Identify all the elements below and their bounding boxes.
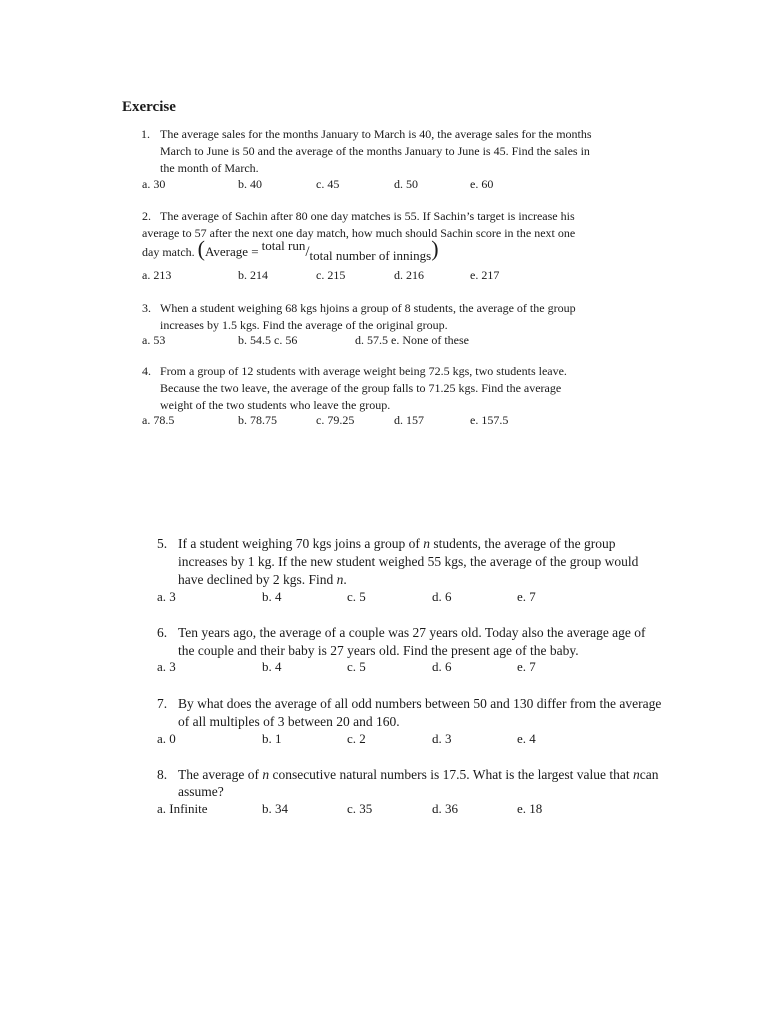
variable-n: n <box>262 767 270 782</box>
question-text-line: the month of March. <box>160 161 259 175</box>
question-text-line: From a group of 12 students with average weight being 72.5 kgs, two students leave. <box>160 364 567 378</box>
variable-n: n <box>633 767 640 782</box>
close-paren: ) <box>431 236 439 261</box>
option-b-c: b. 54.5 c. 56 <box>238 333 298 347</box>
option-a: a. Infinite <box>157 801 208 816</box>
question-text-line: have declined by 2 kgs. Find n. <box>178 572 347 587</box>
option-c: c. 5 <box>347 659 366 674</box>
exercise-heading: Exercise <box>122 99 176 115</box>
question-text-line: increases by 1 kg. If the new student weighed 55 kgs, the average of the group would <box>178 554 639 569</box>
option-e: e. 4 <box>517 731 536 746</box>
option-b: b. 214 <box>238 268 268 282</box>
option-d: d. 6 <box>432 659 452 674</box>
question-text-line: If a student weighing 70 kgs joins a group of n students, the average of the group <box>178 536 616 551</box>
question-text-line: weight of the two students who leave the group. <box>160 398 391 412</box>
option-d-e: d. 57.5 e. None of these <box>355 333 469 347</box>
formula-numerator: total run <box>261 238 306 253</box>
formula-label: Average = <box>204 244 259 259</box>
question-number: 7. <box>157 696 168 711</box>
option-d: d. 36 <box>432 801 458 816</box>
option-c: c. 35 <box>347 801 373 816</box>
option-b: b. 4 <box>262 589 282 604</box>
option-a: a. 0 <box>157 731 176 746</box>
question-text-line: average to 57 after the next one day match, how much should Sachin score in the next one <box>142 226 576 240</box>
question-text-line: March to June is 50 and the average of the months January to June is 45. Find the sales in <box>160 144 590 158</box>
question-number: 2. <box>142 209 151 223</box>
option-e: e. 217 <box>470 268 500 282</box>
question-number: 8. <box>157 767 168 782</box>
formula-denominator: total number of innings <box>309 248 432 263</box>
open-paren: ( <box>197 236 205 261</box>
option-d: d. 3 <box>432 731 452 746</box>
formula-slash: / <box>305 244 310 260</box>
option-e: e. 7 <box>517 659 536 674</box>
question-text-line: The average sales for the months January to March is 40, the average sales for the months <box>160 127 592 141</box>
option-e: e. 18 <box>517 801 543 816</box>
option-e: e. 7 <box>517 589 536 604</box>
option-b: b. 1 <box>262 731 282 746</box>
option-a: a. 30 <box>142 177 166 191</box>
option-d: d. 50 <box>394 177 418 191</box>
question-number: 6. <box>157 625 168 640</box>
question-formula-line <box>142 236 439 263</box>
question-text: day match. <box>142 245 195 259</box>
variable-n: n <box>336 572 344 587</box>
question-text-line: increases by 1.5 kgs. Find the average of the original group. <box>160 318 448 332</box>
question-text-line: By what does the average of all odd numbers between 50 and 130 differ from the average <box>178 696 662 711</box>
option-b: b. 4 <box>262 659 282 674</box>
question-number: 5. <box>157 536 168 551</box>
option-a: a. 3 <box>157 659 176 674</box>
option-e: e. 60 <box>470 177 494 191</box>
question-text-line: Ten years ago, the average of a couple was 27 years old. Today also the average age of <box>178 625 646 640</box>
option-a: a. 213 <box>142 268 172 282</box>
option-c: c. 215 <box>316 268 346 282</box>
variable-n: n <box>423 536 430 551</box>
option-b: b. 78.75 <box>238 413 277 427</box>
option-c: c. 5 <box>347 589 366 604</box>
question-text-line: of all multiples of 3 between 20 and 160. <box>178 714 400 729</box>
option-b: b. 34 <box>262 801 288 816</box>
question-text-line: the couple and their baby is 27 years old. Find the present age of the baby. <box>178 643 579 658</box>
option-d: d. 216 <box>394 268 424 282</box>
option-c: c. 79.25 <box>316 413 355 427</box>
option-a: a. 53 <box>142 333 166 347</box>
question-number: 4. <box>142 364 151 378</box>
question-text-line: assume? <box>178 784 224 799</box>
option-d: d. 157 <box>394 413 424 427</box>
option-e: e. 157.5 <box>470 413 509 427</box>
question-number: 1. <box>141 127 150 141</box>
question-text-line: Because the two leave, the average of the group falls to 71.25 kgs. Find the average <box>160 381 562 395</box>
question-text-line: The average of Sachin after 80 one day matches is 55. If Sachin’s target is increase his <box>160 209 575 223</box>
option-c: c. 2 <box>347 731 366 746</box>
question-text-line: When a student weighing 68 kgs hjoins a group of 8 students, the average of the group <box>160 301 576 315</box>
option-a: a. 78.5 <box>142 413 175 427</box>
option-a: a. 3 <box>157 589 176 604</box>
option-d: d. 6 <box>432 589 452 604</box>
option-b: b. 40 <box>238 177 262 191</box>
question-text-line: The average of n consecutive natural numbers is 17.5. What is the largest value that ncan <box>178 767 659 782</box>
question-number: 3. <box>142 301 151 315</box>
option-c: c. 45 <box>316 177 340 191</box>
